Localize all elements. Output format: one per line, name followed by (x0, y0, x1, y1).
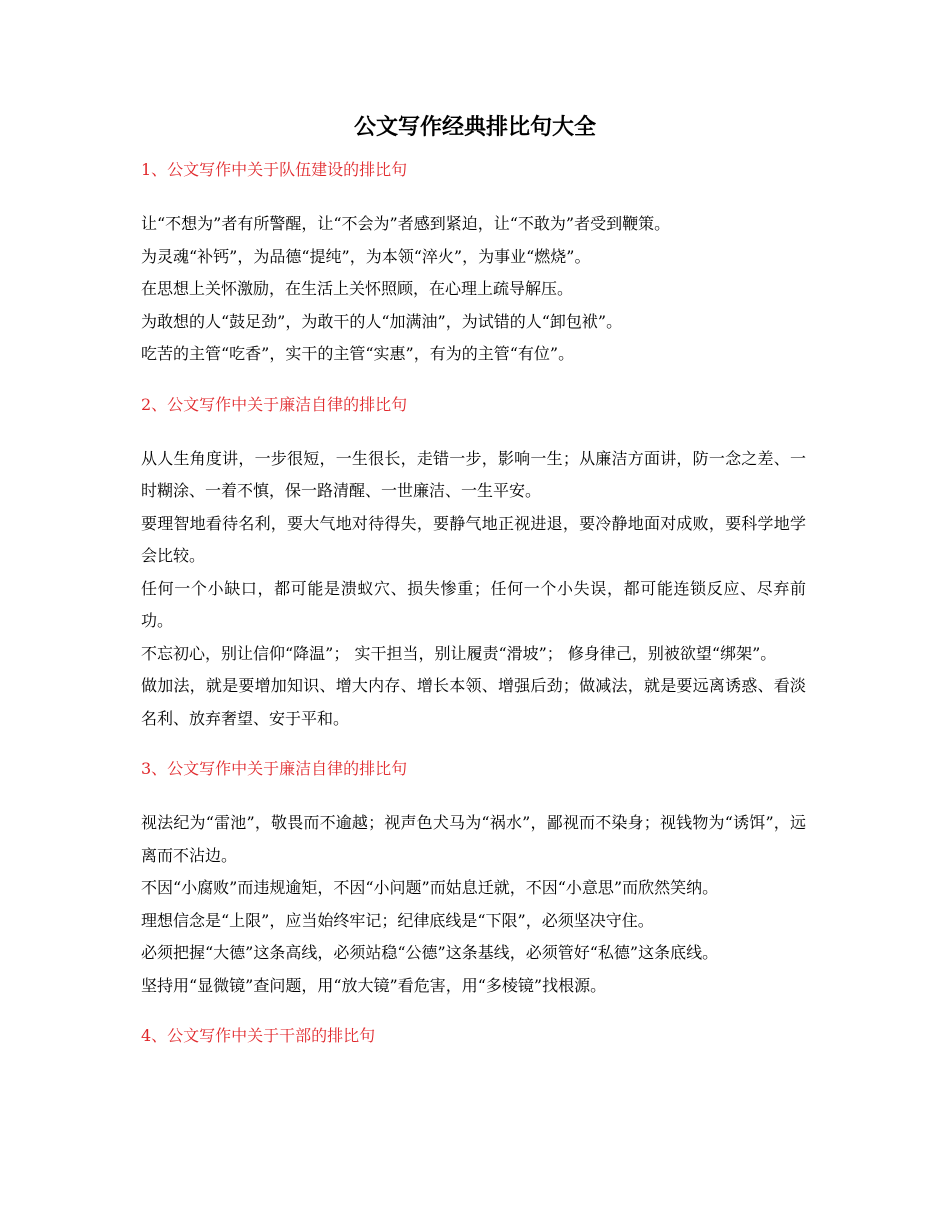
paragraph-list (141, 807, 806, 1002)
paragraph: 坚持用“显微镜”查问题，用“放大镜”看危害，用“多棱镜”找根源。 (141, 975, 607, 995)
paragraph: 为灵魂“补钙”，为品德“提纯”，为本领“淬火”，为事业“燃烧”。 (141, 246, 591, 266)
paragraph: 视法纪为“雷池”，敬畏而不逾越；视声色犬马为“祸水”，鄙视而不染身；视钱物为“诱饵”，远离而不沾边。 (141, 813, 806, 865)
paragraph: 为敢想的人“鼓足劲”，为敢干的人“加满油”，为试错的人“卸包袱”。 (141, 311, 623, 331)
paragraph-list (141, 443, 806, 736)
section-integrity-1 (141, 389, 806, 736)
paragraph: 让“不想为”者有所警醒，让“不会为”者感到紧迫，让“不敢为”者受到鞭策。 (141, 214, 671, 233)
paragraph: 吃苦的主管“吃香”，实干的主管“实惠”，有为的主管“有位”。 (141, 344, 575, 363)
paragraph-list (141, 208, 806, 371)
paragraph: 不忘初心，别让信仰“降温”； 实干担当，别让履责“滑坡”； 修身律己，别被欲望“绑架”。 (141, 643, 777, 663)
section-heading: 3、公文写作中关于廉洁自律的排比句 (141, 759, 408, 778)
paragraph: 不因“小腐败”而违规逾矩，不因“小问题”而姑息迁就，不因“小意思”而欣然笑纳。 (141, 878, 719, 897)
document-body (141, 154, 806, 1056)
paragraph: 要理智地看待名利，要大气地对待得失，要静气地正视进退，要冷静地面对成败，要科学地学会比较。 (141, 513, 806, 565)
section-team-building (141, 154, 806, 371)
paragraph: 在思想上关怀激励，在生活上关怀照顾，在心理上疏导解压。 (141, 279, 574, 298)
document-title: 公文写作经典排比句大全 (353, 114, 596, 140)
section-integrity-2 (141, 753, 806, 1002)
section-heading: 2、公文写作中关于廉洁自律的排比句 (141, 394, 408, 414)
paragraph: 做加法，就是要增加知识、增大内存、增长本领、增强后劲；做减法，就是要远离诱惑、看淡名利、放弃奢望、安于平和。 (141, 676, 806, 728)
paragraph: 从人生角度讲，一步很短，一生很长，走错一步，影响一生；从廉洁方面讲，防一念之差、一时糊涂、一着不慎，保一路清醒、一世廉洁、一生平安。 (141, 448, 806, 500)
section-heading: 1、公文写作中关于队伍建设的排比句 (141, 160, 408, 179)
paragraph: 任何一个小缺口，都可能是溃蚁穴、损失惨重；任何一个小失误，都可能连锁反应、尽弃前功。 (141, 578, 806, 630)
paragraph: 理想信念是“上限”，应当始终牢记；纪律底线是“下限”，必须坚决守住。 (141, 910, 654, 930)
section-heading: 4、公文写作中关于干部的排比句 (141, 1026, 376, 1045)
paragraph: 必须把握“大德”这条高线，必须站稳“公德”这条基线，必须管好“私德”这条底线。 (141, 943, 719, 962)
section-cadres (141, 1020, 806, 1052)
